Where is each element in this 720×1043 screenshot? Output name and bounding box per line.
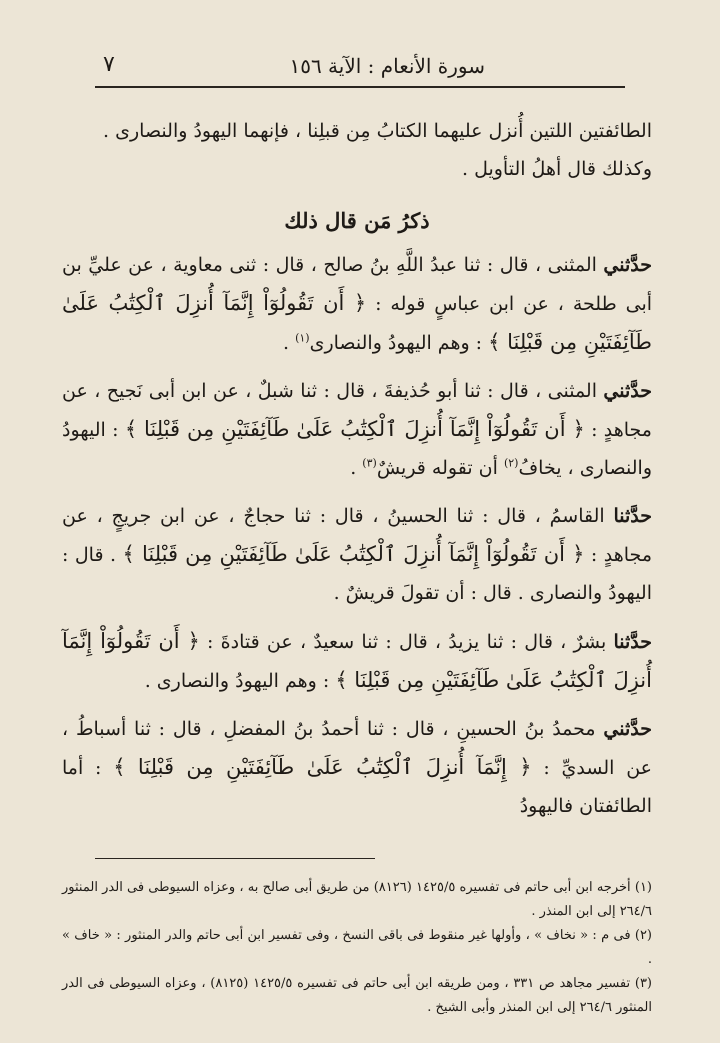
narration-lead: حدَّثني — [603, 254, 652, 276]
narration-chain: محمدُ بنُ الحسينِ ، قال : ثنا أحمدُ بنُ المفضلِ ، قال : ثنا أسباطُ ، عن السديِّ : — [62, 718, 652, 779]
narration-text: : وهم اليهودُ والنصارى . — [144, 670, 336, 692]
narration-end: . — [350, 457, 363, 479]
hadith-paragraph-2 — [62, 372, 652, 487]
footnote-2: (٢) فى م : « نخاف » ، وأولها غير منقوط فى باقى النسخ ، وفى تفسير ابن أبى حاتم والدر المنثور : « خاف » . — [62, 928, 652, 967]
narration-text: . قال : اليهودُ والنصارى . قال : أن تقولَ قريشٌ . — [62, 544, 652, 604]
paragraph-2: وكذلك قال أهلُ التأويل . — [462, 158, 652, 180]
quran-quote: ﴿ أَن تَقُولُوٓاْ إِنَّمَآ أُنزِلَ ٱلْكِتَٰبُ عَلَىٰ طَآئِفَتَيْنِ مِن قَبْلِنَا ﴾ — [62, 291, 652, 354]
narration-lead: حدَّثنا — [613, 631, 653, 653]
footnote-ref[interactable]: (٢) — [503, 456, 519, 470]
narration-lead: حدَّثنا — [613, 505, 652, 527]
narration-lead: حدَّثني — [603, 380, 652, 402]
section-heading: ذكرُ مَن قال ذلك — [284, 208, 430, 233]
narration-chain: المثنى ، قال : ثنا أبو حُذيفةَ ، قال : ثنا شبلٌ ، عن ابن أبى نَجيح ، عن مجاهدٍ : — [62, 380, 652, 441]
narration-text: أن تقوله قريشٌ — [376, 457, 504, 479]
quran-quote: ﴿ أَن تَقُولُوٓاْ إِنَّمَآ أُنزِلَ ٱلْكِتَٰبُ عَلَىٰ طَآئِفَتَيْنِ مِن قَبْلِنَا ﴾ — [122, 542, 585, 566]
narration-text: : أما الطائفتان فاليهودُ — [62, 757, 652, 817]
main-text — [62, 112, 652, 825]
narration-chain: المثنى ، قال : ثنا عبدُ اللَّهِ بنُ صالح ، قال : ثنى معاوية ، عن عليِّ بن أبى طلحة ، عن ابن عباسٍ قوله : — [62, 254, 653, 315]
quran-quote: ﴿ أَن تَقُولُوٓاْ إِنَّمَآ أُنزِلَ ٱلْكِتَٰبُ عَلَىٰ طَآئِفَتَيْنِ مِن قَبْلِنَا ﴾ — [124, 417, 585, 441]
header-title: سورة الأنعام : الآية ١٥٦ — [289, 54, 485, 78]
hadith-paragraph-5 — [62, 710, 652, 825]
narration-chain: بشرٌ ، قال : ثنا يزيدُ ، قال : ثنا سعيدٌ ، عن قتادةَ : — [199, 631, 614, 653]
narration-lead: حدَّثني — [603, 718, 652, 740]
footnote-3: (٣) تفسير مجاهد ص ٣٣١ ، ومن طريقه ابن أبى حاتم فى تفسيره ١٤٢٥/٥ (٨١٢٥) ، وعزاه السيوطى فى الدر المنثور ٢٦٤/٦ إلى ابن المنذر وأبى الشيخ . — [62, 976, 652, 1015]
footnote-separator — [95, 858, 375, 859]
hadith-paragraph-1 — [62, 246, 652, 362]
footnotes — [62, 876, 652, 1020]
hadith-paragraph-4 — [62, 622, 652, 700]
quran-quote: ﴿ أَن تَقُولُوٓاْ إِنَّمَآ أُنزِلَ ٱلْكِتَٰبُ عَلَىٰ طَآئِفَتَيْنِ مِن قَبْلِنَا ﴾ — [62, 629, 652, 692]
hadith-paragraph-3 — [62, 497, 652, 612]
paragraph-1: الطائفتين اللتين أُنزل عليهما الكتابُ مِن قبلِنا ، فإنهما اليهودُ والنصارى . — [103, 120, 652, 142]
narration-chain: القاسمُ ، قال : ثنا الحسينُ ، قال : ثنا حجاجٌ ، عن ابن جريجٍ ، عن مجاهدٍ : — [62, 505, 652, 566]
footnote-1: (١) أخرجه ابن أبى حاتم فى تفسيره ١٤٢٥/٥ (٨١٢٦) من طريق أبى صالح به ، وعزاه السيوطى فى الدر المنثور ٢٦٤/٦ إلى ابن المنذر . — [62, 880, 652, 919]
narration-text: : وهم اليهودُ والنصارى — [309, 332, 489, 354]
quran-quote: ﴿ إِنَّمَآ أُنزِلَ ٱلْكِتَٰبُ عَلَىٰ طَآئِفَتَيْنِ مِن قَبْلِنَا ﴾ — [113, 755, 532, 779]
narration-end: . — [282, 332, 296, 354]
running-header — [95, 48, 625, 88]
footnote-ref[interactable]: (٣) — [362, 456, 377, 470]
page-number: ٧ — [103, 52, 115, 77]
footnote-ref[interactable]: (١) — [295, 331, 310, 345]
narration-text: : اليهودُ والنصارى ، يخافُ — [62, 419, 652, 479]
